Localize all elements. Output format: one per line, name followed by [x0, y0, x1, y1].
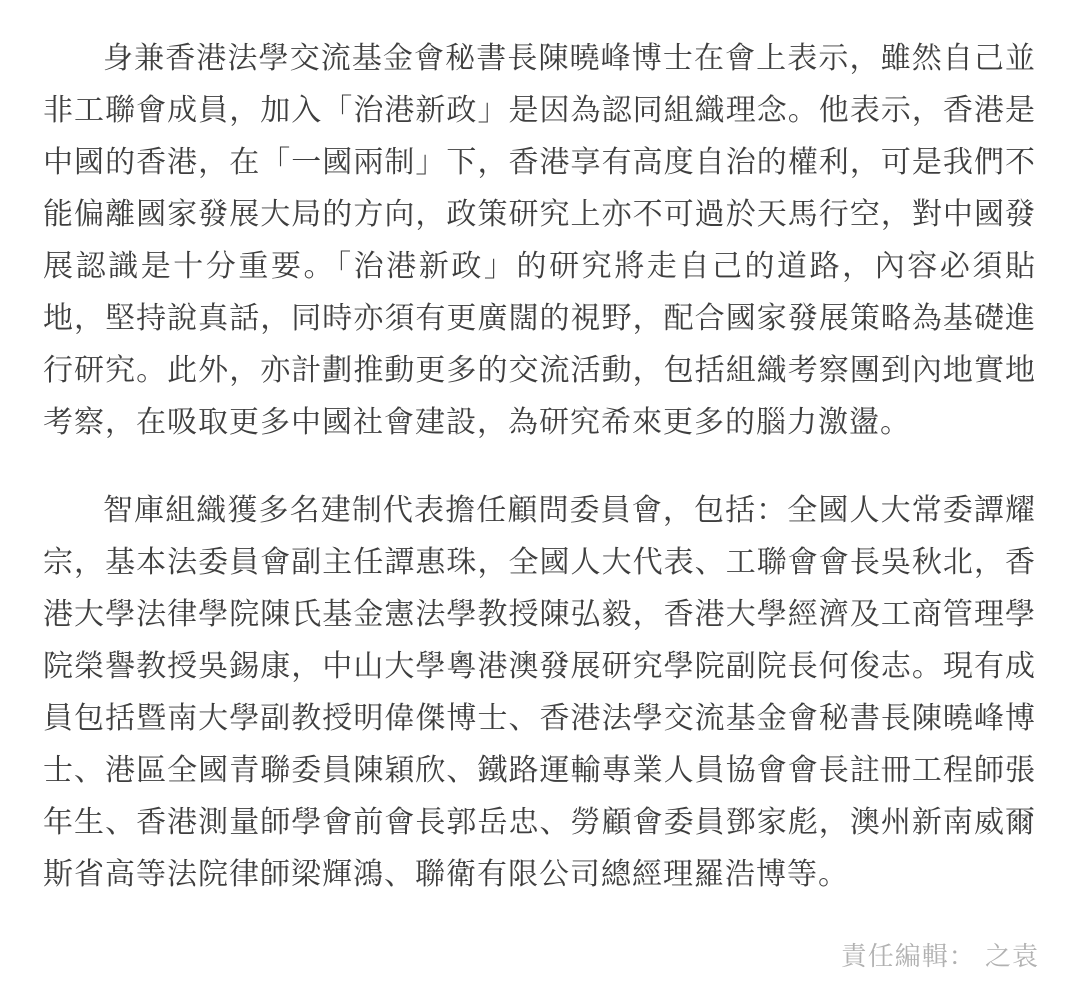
editor-credit: 責任編輯： 之袁: [840, 942, 1039, 972]
article-paragraph-2: 智庫組織獲多名建制代表擔任顧問委員會，包括：全國人大常委譚耀宗，基本法委員會副主任譚惠珠，全國人大代表、工聯會會長吳秋北，香港大學法律學院陳氏基金憲法學教授陳弘毅，香港大學經濟及工商管理學院榮譽教授吳錫康，中山大學粵港澳發展研究學院副院長何俊志。現有成員包括暨南大學副教授明偉傑博士、香港法學交流基金會秘書長陳曉峰博士、港區全國青聯委員陳穎欣、鐵路運輸專業人員協會會長註冊工程師張年生、香港測量師學會前會長郭岳忠、勞顧會委員鄧家彪，澳州新南威爾斯省高等法院律師梁輝鴻、聯衛有限公司總經理羅浩博等。: [43, 493, 1036, 892]
article-paragraph-1: 身兼香港法學交流基金會秘書長陳曉峰博士在會上表示，雖然自己並非工聯會成員，加入「治港新政」是因為認同組織理念。他表示，香港是中國的香港，在「一國兩制」下，香港享有高度自治的權利，可是我們不能偏離國家發展大局的方向，政策研究上亦不可過於天馬行空，對中國發展認識是十分重要。「治港新政」的研究將走自己的道路，內容必須貼地，堅持說真話，同時亦須有更廣闊的視野，配合國家發展策略為基礎進行研究。此外，亦計劃推動更多的交流活動，包括組織考察團到內地實地考察，在吸取更多中國社會建設，為研究希來更多的腦力激盪。: [43, 41, 1036, 440]
